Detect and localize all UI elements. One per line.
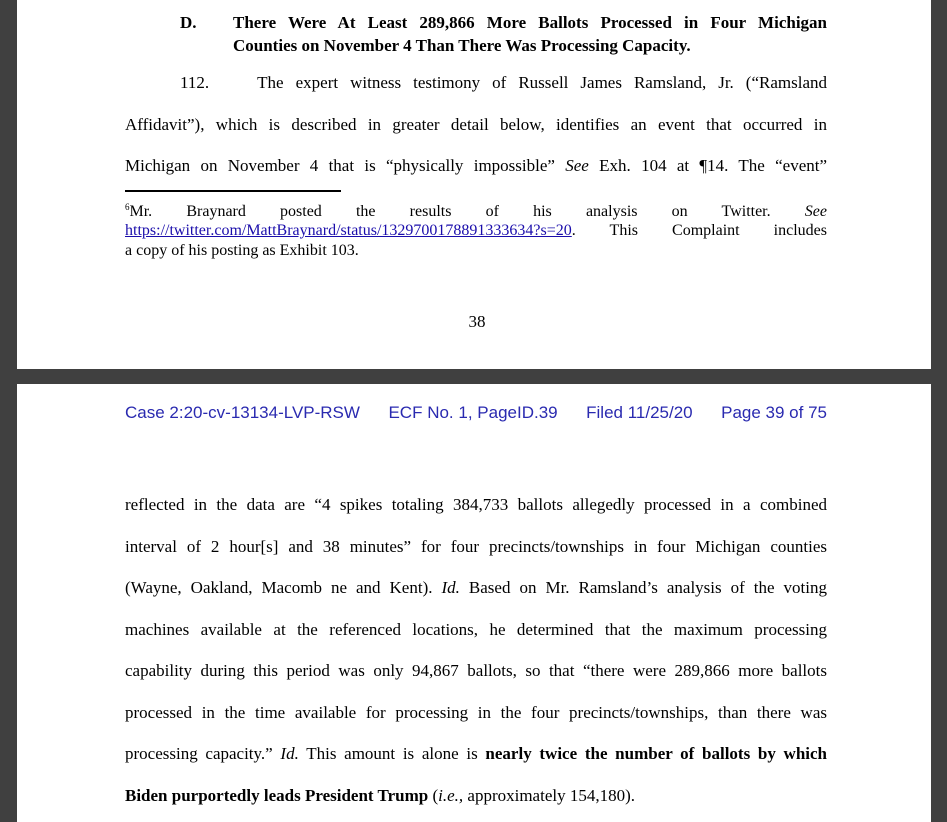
body-line-4: machines available at the referenced locations, he determined that the maximum processing — [125, 620, 827, 639]
abbreviation: i.e., — [438, 786, 464, 805]
page-number: 38 — [468, 312, 486, 331]
document-page-39 — [17, 384, 931, 822]
body-line-6: processed in the time available for processing in the four precincts/townships, than there was — [125, 703, 827, 722]
paragraph-line-3 — [125, 156, 827, 176]
paragraph-number: 112. — [180, 73, 210, 92]
paragraph-line-2: Affidavit”), which is described in greater detail below, identifies an event that occurred in — [125, 115, 827, 134]
emphasis-text: Biden purportedly leads President Trump — [125, 786, 429, 805]
citation-signal: Id. — [441, 578, 460, 597]
citation-signal: See — [804, 203, 827, 220]
citation-signal: See — [565, 156, 589, 175]
document-page-38 — [17, 0, 931, 369]
section-heading-line-1: There Were At Least 289,866 More Ballots Processed in Four Michigan — [233, 13, 827, 32]
citation-signal: Id. — [280, 744, 299, 763]
emphasis-text: nearly twice the number of ballots by which — [485, 744, 828, 763]
body-text: (Wayne, Oakland, Macomb ne and Kent). — [125, 578, 433, 597]
footnote-marker: 6 — [125, 202, 130, 212]
footnote-line-1 — [125, 202, 827, 221]
page-count: Page 39 of 75 — [721, 403, 827, 422]
footnote-line-3: a copy of his posting as Exhibit 103. — [125, 242, 359, 259]
ecf-filing-header — [125, 403, 827, 423]
body-line-7 — [125, 744, 827, 764]
section-heading-line-2: Counties on November 4 Than There Was Processing Capacity. — [233, 36, 691, 55]
paragraph-line-1 — [180, 73, 827, 93]
body-text: approximately 154,180). — [467, 786, 636, 805]
body-text: ( — [432, 786, 439, 805]
ecf-page-id: ECF No. 1, PageID.39 — [388, 403, 558, 422]
case-number: Case 2:20-cv-13134-LVP-RSW — [125, 403, 360, 422]
footnote-link[interactable]: https://twitter.com/MattBraynard/status/1329700178891333634?s=20 — [125, 222, 572, 239]
paragraph-text: Michigan on November 4 that is “physically impossible” — [125, 156, 555, 175]
body-line-1: reflected in the data are “4 spikes totaling 384,733 ballots allegedly processed in a combined — [125, 495, 827, 514]
footnote-text: . This Complaint includes — [571, 222, 827, 239]
paragraph-text: The expert witness testimony of Russell James Ramsland, Jr. (“Ramsland — [257, 73, 828, 92]
body-line-3 — [125, 578, 827, 598]
body-text: Based on Mr. Ramsland’s analysis of the voting — [468, 578, 828, 597]
footnote-text: Mr. Braynard posted the results of his analysis on Twitter. — [129, 203, 771, 220]
section-letter: D. — [180, 13, 197, 32]
body-text: processing capacity.” — [125, 744, 273, 763]
body-line-8 — [125, 786, 827, 806]
paragraph-text: Exh. 104 at ¶14. The “event” — [599, 156, 828, 175]
footnote-divider — [125, 190, 341, 192]
footnote-line-2 — [125, 222, 827, 240]
body-text: This amount is alone is — [306, 744, 478, 763]
body-line-5: capability during this period was only 94,867 ballots, so that “there were 289,866 more ballots — [125, 661, 827, 680]
body-line-2: interval of 2 hour[s] and 38 minutes” for four precincts/townships in four Michigan counties — [125, 537, 827, 556]
filed-date: Filed 11/25/20 — [586, 403, 693, 422]
